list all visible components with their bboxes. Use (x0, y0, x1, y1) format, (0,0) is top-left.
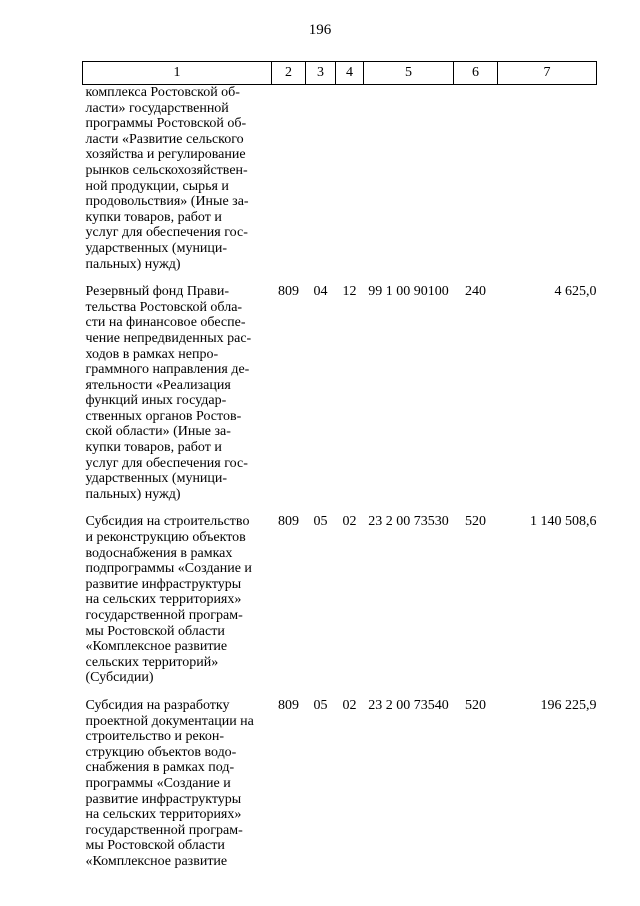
spacer-cell (498, 272, 597, 284)
header-col-7: 7 (498, 62, 597, 85)
description-line: Субсидия на разработку (85, 697, 230, 713)
spacer-cell (306, 502, 336, 514)
description-line: сти на финансовое обеспе- (85, 315, 246, 331)
description-line: купки товаров, работ и (85, 209, 222, 225)
description-line: на сельских территориях» (85, 807, 242, 823)
table-row (83, 85, 597, 273)
description-line: комплекса Ростовской об- (85, 85, 240, 100)
header-col-5: 5 (364, 62, 454, 85)
description-line: мы Ростовской области (85, 623, 225, 639)
section-code-cell: 05 (313, 697, 328, 713)
description-line: развитие инфраструктуры (85, 576, 242, 592)
description-line: водоснабжения в рамках (85, 545, 233, 561)
header-col-2: 2 (272, 62, 306, 85)
description-line: функций иных государ- (85, 393, 227, 409)
description-cell (83, 698, 272, 870)
description-line: граммного направления де- (85, 362, 250, 378)
spacer-cell (498, 686, 597, 698)
description-line: ласти «Развитие сельского (85, 131, 244, 147)
expense-type-cell (454, 85, 498, 273)
table-row (83, 514, 597, 686)
description-line: струкцию объектов водо- (85, 744, 237, 760)
spacer-cell (498, 502, 597, 514)
target-article-cell (364, 85, 454, 273)
row-spacer (83, 272, 597, 284)
description-line: чение непредвиденных рас- (85, 330, 252, 346)
spacer-cell (454, 272, 498, 284)
description-line: строительство и рекон- (85, 729, 224, 745)
spacer-cell (454, 686, 498, 698)
description-line: ходов в рамках непро- (85, 346, 219, 362)
section-code-cell (306, 85, 336, 273)
description-line: (Субсидии) (85, 670, 154, 686)
table-row (83, 284, 597, 502)
amount-cell: 1 140 508,6 (530, 514, 597, 530)
target-article-cell: 23 2 00 73530 (368, 514, 449, 530)
spacer-cell (272, 272, 306, 284)
description-line: ственных органов Ростов- (85, 408, 242, 424)
subsection-code-cell: 02 (342, 514, 357, 530)
header-col-3: 3 (306, 62, 336, 85)
ministry-code-cell: 809 (278, 514, 299, 530)
target-article-cell: 99 1 00 90100 (368, 284, 449, 300)
header-col-1: 1 (83, 62, 272, 85)
description-line: и реконструкцию объектов (85, 530, 246, 546)
ministry-code-cell: 809 (278, 697, 299, 713)
description-line: рынков сельскохозяйствен- (85, 162, 248, 178)
description-line: мы Ростовской области (85, 838, 225, 854)
description-line: Резервный фонд Прави- (85, 284, 230, 300)
subsection-code-cell: 12 (342, 284, 357, 300)
description-cell (83, 85, 272, 273)
amount-cell (498, 85, 597, 273)
section-code-cell: 05 (313, 514, 328, 530)
spacer-cell (336, 686, 364, 698)
description-line: государственной програм- (85, 608, 243, 623)
section-code-cell: 04 (313, 284, 328, 300)
spacer-cell (364, 272, 454, 284)
description-line: тельства Ростовской обла- (85, 299, 243, 315)
description-line: хозяйства и регулирование (85, 147, 246, 163)
spacer-cell (272, 686, 306, 698)
description-line: Субсидия на строительство (85, 514, 250, 530)
description-line: услуг для обеспечения гос- (85, 455, 248, 471)
description-line: купки товаров, работ и (85, 440, 222, 456)
spacer-cell (336, 502, 364, 514)
expense-type-cell: 240 (465, 284, 486, 300)
row-spacer (83, 502, 597, 514)
description-line: ятельности «Реализация (85, 377, 231, 393)
subsection-code-cell (336, 85, 364, 273)
description-line: пальных) нужд) (85, 256, 181, 272)
subsection-code-cell: 02 (342, 697, 357, 713)
description-cell (83, 514, 272, 686)
description-line: программы «Создание и (85, 775, 231, 791)
amount-cell: 196 225,9 (540, 697, 597, 713)
description-line: на сельских территориях» (85, 592, 242, 608)
description-line: продовольствия» (Иные за- (85, 194, 249, 210)
ministry-code-cell (272, 85, 306, 273)
header-col-4: 4 (336, 62, 364, 85)
table-body (83, 85, 597, 870)
expense-type-cell: 520 (465, 514, 486, 530)
budget-table (82, 61, 597, 870)
spacer-cell (364, 502, 454, 514)
spacer-cell (364, 686, 454, 698)
description-cell (83, 284, 272, 502)
description-line: ной продукции, сырья и (85, 178, 229, 194)
expense-type-cell: 520 (465, 697, 486, 713)
description-line: ударственных (муници- (85, 240, 228, 256)
header-col-6: 6 (454, 62, 498, 85)
description-line: услуг для обеспечения гос- (85, 225, 248, 241)
table-row (83, 698, 597, 870)
description-line: государственной програм- (85, 822, 243, 838)
description-line: подпрограммы «Создание и (85, 561, 252, 577)
spacer-cell (336, 272, 364, 284)
description-line: пальных) нужд) (85, 486, 181, 502)
description-line: «Комплексное развитие (85, 853, 228, 869)
ministry-code-cell: 809 (278, 284, 299, 300)
row-spacer (83, 686, 597, 698)
description-line: программы Ростовской об- (85, 116, 247, 132)
page-number: 196 (308, 22, 332, 38)
table-header-row (83, 62, 597, 85)
spacer-cell (83, 272, 272, 284)
description-line: проектной документации на (85, 713, 254, 729)
spacer-cell (83, 686, 272, 698)
description-line: развитие инфраструктуры (85, 791, 242, 807)
spacer-cell (306, 686, 336, 698)
description-line: ласти» государственной (85, 100, 229, 116)
description-line: ударственных (муници- (85, 471, 228, 487)
amount-cell: 4 625,0 (554, 284, 597, 300)
spacer-cell (306, 272, 336, 284)
spacer-cell (83, 502, 272, 514)
description-line: ской области» (Иные за- (85, 424, 231, 440)
spacer-cell (272, 502, 306, 514)
description-line: «Комплексное развитие (85, 639, 228, 655)
description-line: снабжения в рамках под- (85, 760, 235, 776)
spacer-cell (454, 502, 498, 514)
description-line: сельских территорий» (85, 654, 219, 670)
target-article-cell: 23 2 00 73540 (368, 697, 449, 713)
